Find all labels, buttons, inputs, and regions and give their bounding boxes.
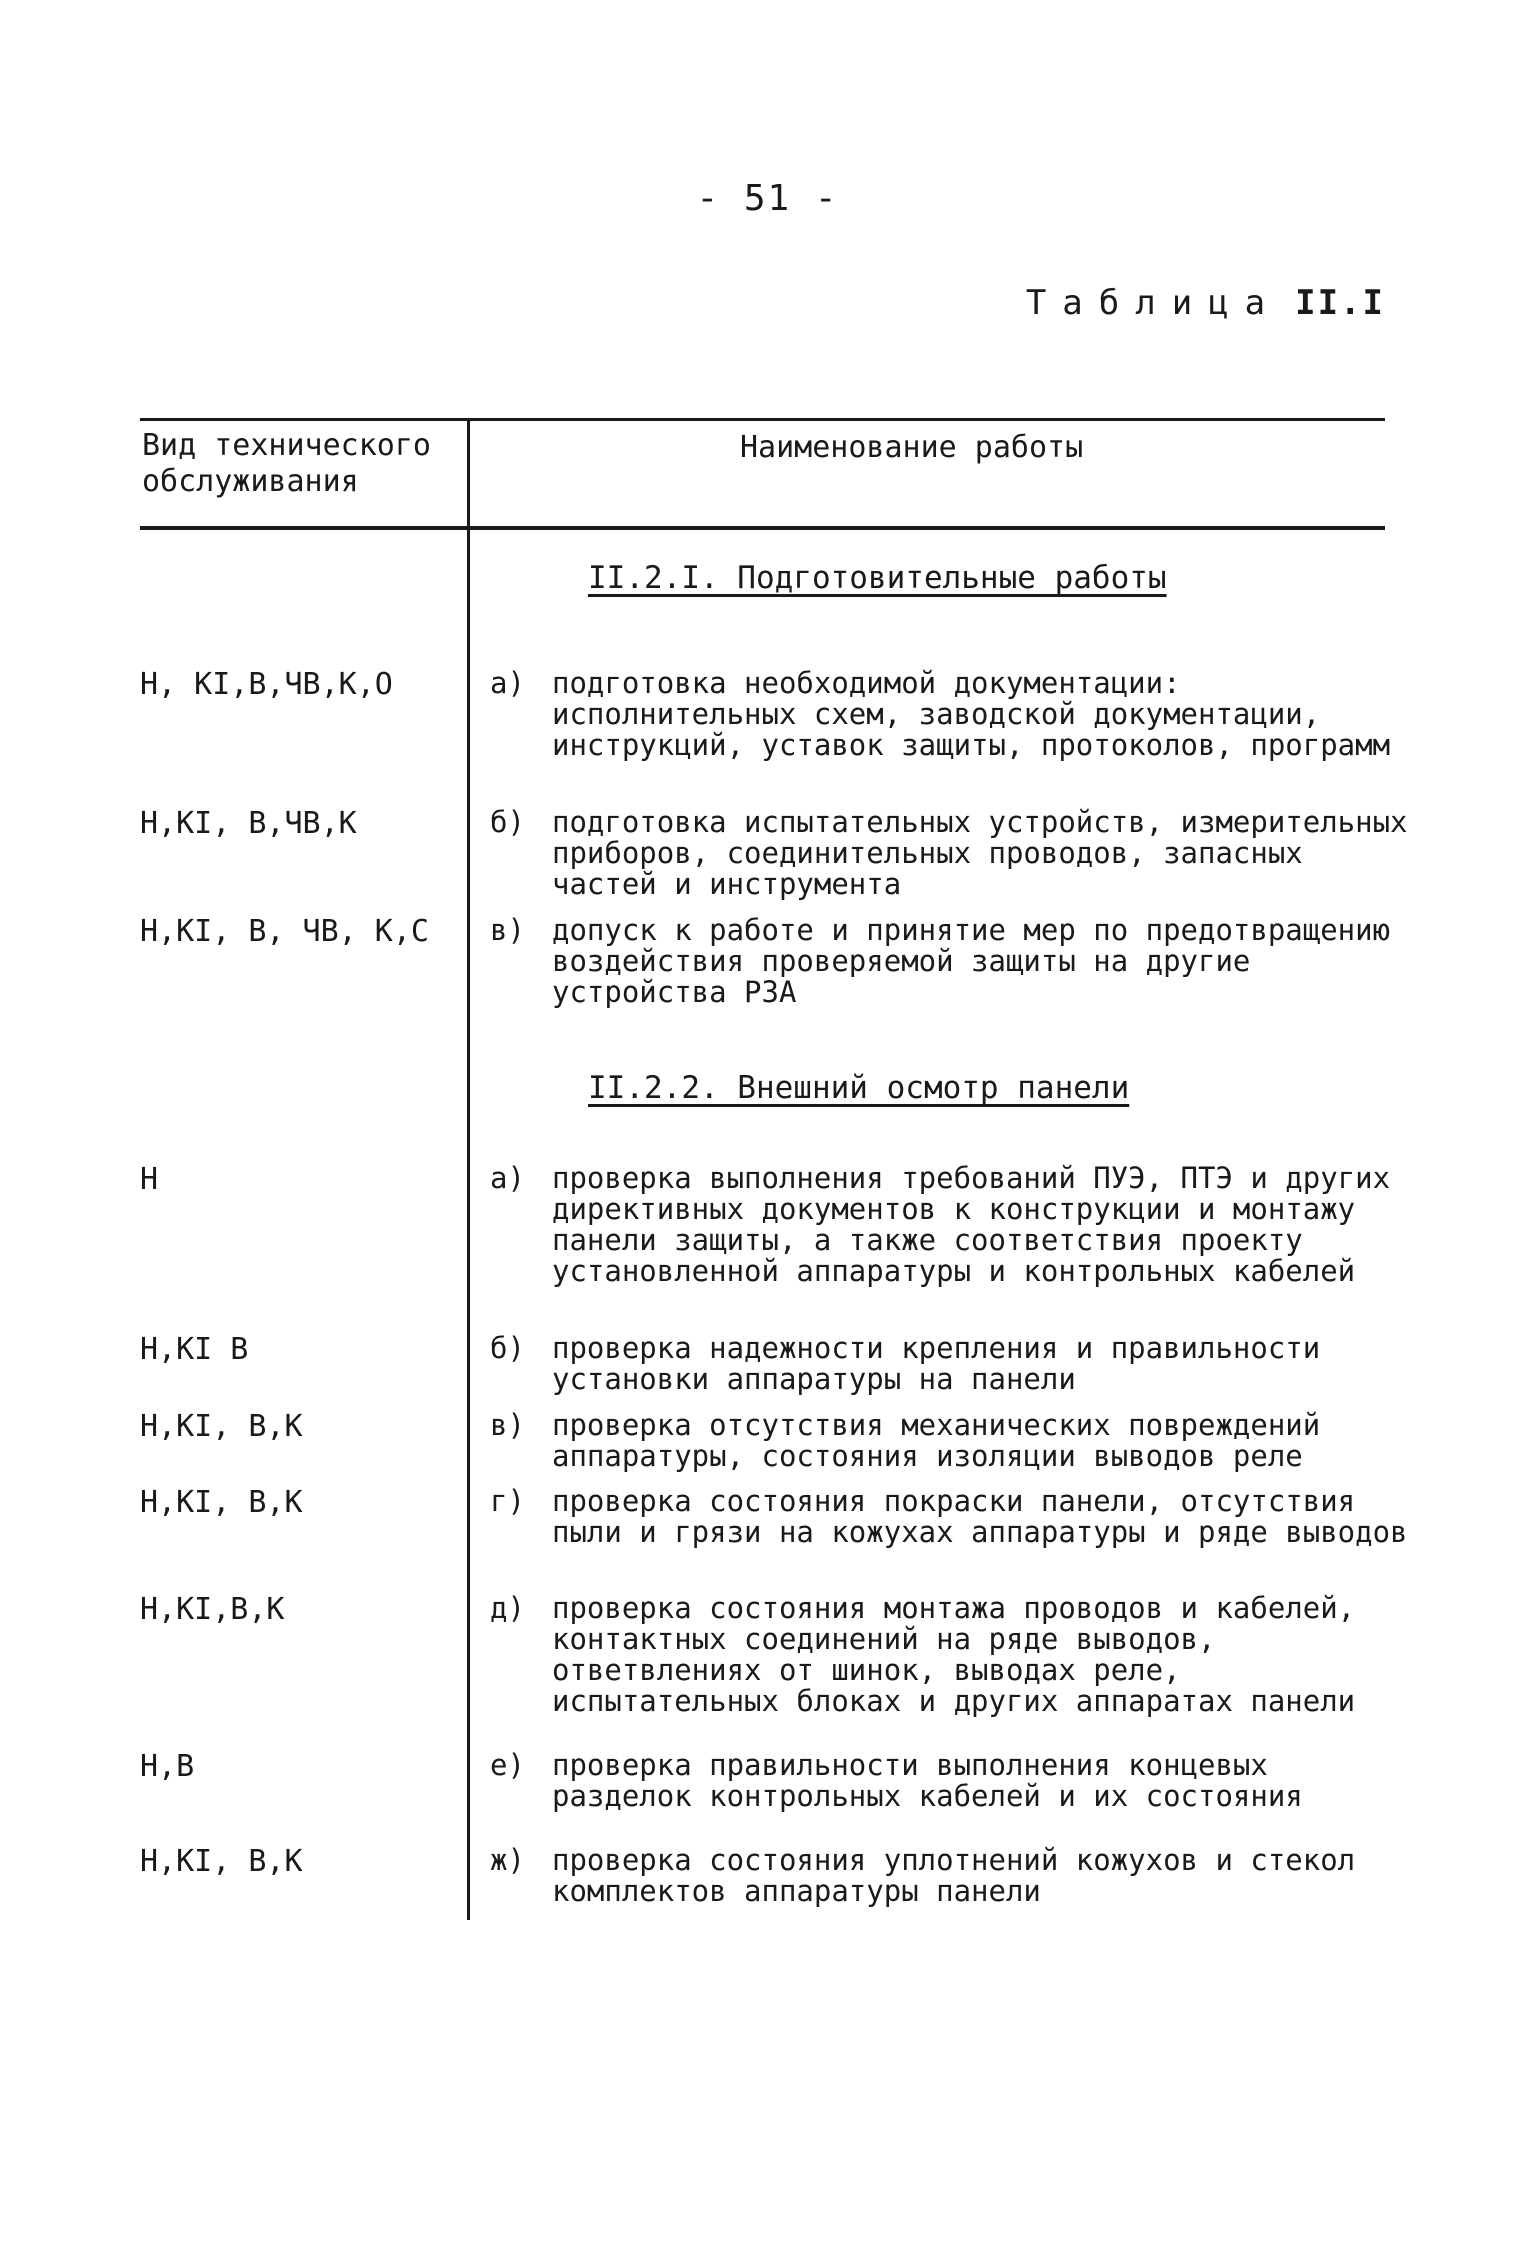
work-item bbox=[490, 1845, 1420, 1907]
row-service-code: Н,КI В bbox=[140, 1332, 249, 1367]
item-text: подготовка необходимой документации: исполнительных схем, заводской документации, инструкций, уставок защиты, протоколов, программ bbox=[552, 666, 1391, 762]
work-item bbox=[490, 915, 1420, 1008]
item-letter: г) bbox=[490, 1484, 525, 1518]
work-item bbox=[490, 1163, 1420, 1287]
row-service-code: Н,КI, В,К bbox=[140, 1485, 303, 1520]
item-text: проверка правильности выполнения концевых разделок контрольных кабелей и их состояния bbox=[552, 1748, 1303, 1813]
row-service-code: Н,В bbox=[140, 1749, 195, 1784]
item-letter: а) bbox=[490, 1161, 525, 1195]
section-title-text: II.2.I. Подготовительные работы bbox=[588, 560, 1167, 596]
work-item bbox=[490, 1750, 1420, 1812]
item-text: проверка состояния покраски панели, отсутствия пыли и грязи на кожухах аппаратуры и ряде выводов bbox=[552, 1484, 1408, 1549]
work-item bbox=[490, 807, 1420, 900]
item-letter: е) bbox=[490, 1748, 525, 1782]
item-letter: б) bbox=[490, 1331, 525, 1365]
item-text: проверка состояния уплотнений кожухов и стекол комплектов аппаратуры панели bbox=[552, 1843, 1356, 1908]
header-col-service-type: Вид технического обслуживания bbox=[142, 428, 431, 499]
work-item bbox=[490, 1486, 1420, 1548]
table-header-rule bbox=[140, 526, 1385, 530]
row-service-code: Н,КI, В,К bbox=[140, 1844, 303, 1879]
item-letter: в) bbox=[490, 1408, 525, 1442]
item-letter: д) bbox=[490, 1591, 525, 1625]
work-item bbox=[490, 1333, 1420, 1395]
table-number: II.I bbox=[1295, 283, 1385, 323]
item-text: проверка отсутствия механических повреждений аппаратуры, состояния изоляции выводов реле bbox=[552, 1408, 1321, 1473]
item-letter: а) bbox=[490, 666, 525, 700]
work-item bbox=[490, 668, 1420, 761]
section-title bbox=[588, 560, 1167, 596]
item-text: подготовка испытательных устройств, измерительных приборов, соединительных проводов, запасных частей и инструмента bbox=[552, 805, 1408, 901]
row-service-code: Н,КI,В,К bbox=[140, 1592, 285, 1627]
column-divider bbox=[467, 418, 470, 1920]
item-text: проверка состояния монтажа проводов и кабелей, контактных соединений на ряде выводов, ответвлениях от шинок, выводах реле, испытательных блоках и других аппаратах панели bbox=[552, 1591, 1356, 1718]
work-item bbox=[490, 1593, 1420, 1717]
item-letter: б) bbox=[490, 805, 525, 839]
section-title bbox=[588, 1070, 1129, 1106]
item-text: проверка выполнения требований ПУЭ, ПТЭ и других директивных документов к конструкции и монтажу панели защиты, а также соответствия проекту установленной аппаратуры и контрольных кабелей bbox=[552, 1161, 1391, 1288]
section-title-text: II.2.2. Внешний осмотр панели bbox=[588, 1070, 1130, 1106]
item-text: допуск к работе и принятие мер по предотвращению воздействия проверяемой защиты на другие устройства РЗА bbox=[552, 913, 1391, 1009]
page-number: - 51 - bbox=[696, 178, 839, 219]
item-text: проверка надежности крепления и правильности установки аппаратуры на панели bbox=[552, 1331, 1321, 1396]
table-top-rule bbox=[140, 418, 1385, 421]
table-label: Таблица bbox=[1025, 283, 1282, 323]
table-title bbox=[1026, 283, 1385, 323]
row-service-code: Н, КI,В,ЧВ,К,О bbox=[140, 667, 393, 702]
row-service-code: Н,КI, В,ЧВ,К bbox=[140, 806, 357, 841]
row-service-code: Н,КI, В, ЧВ, К,С bbox=[140, 914, 429, 949]
row-service-code: Н bbox=[140, 1162, 159, 1197]
header-col-work-name: Наименование работы bbox=[740, 430, 1084, 465]
row-service-code: Н,КI, В,К bbox=[140, 1409, 303, 1444]
item-letter: ж) bbox=[490, 1843, 525, 1877]
work-item bbox=[490, 1410, 1420, 1472]
item-letter: в) bbox=[490, 913, 525, 947]
